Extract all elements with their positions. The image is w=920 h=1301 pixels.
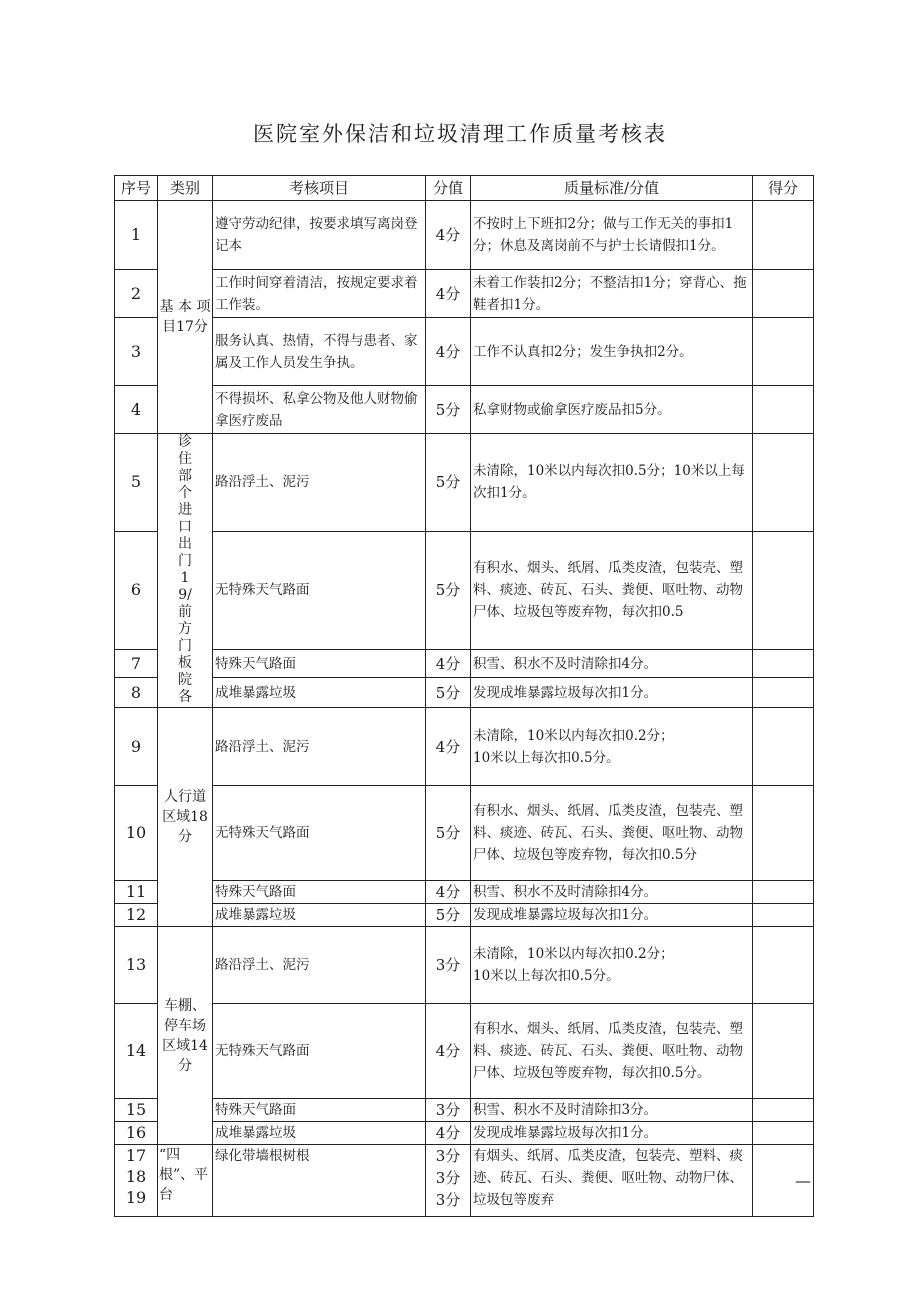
table-row	[115, 678, 814, 708]
row-item: 成堆暴露垃圾	[213, 1122, 426, 1145]
row-item: 不得损坏、私拿公物及他人财物偷拿医疗废品	[213, 386, 426, 434]
table-row	[115, 1122, 814, 1145]
row-no: 6	[115, 531, 158, 649]
row-score: 5分	[426, 904, 471, 927]
table-row	[115, 927, 814, 1004]
row-item: 成堆暴露垃圾	[213, 678, 426, 708]
row-no: 15	[115, 1099, 158, 1122]
row-standard: 有积水、烟头、纸屑、瓜类皮渣，包装壳、塑料、痰迹、砖瓦、石头、粪便、呕吐物、动物尸体、垃圾包等废弃物，每次扣0.5分。	[471, 1004, 753, 1099]
table-row	[115, 1004, 814, 1099]
header-score: 分值	[426, 176, 471, 201]
page-title: 医院室外保洁和垃圾清理工作质量考核表	[253, 122, 667, 146]
row-no: 12	[115, 904, 158, 927]
row-standard: 工作不认真扣2分；发生争执扣2分。	[471, 318, 753, 386]
row-got: —	[753, 1145, 814, 1217]
table-row	[115, 318, 814, 386]
table-row	[115, 531, 814, 649]
row-score: 4分	[426, 1122, 471, 1145]
row-no: 14	[115, 1004, 158, 1099]
header-item: 考核项目	[213, 176, 426, 201]
row-score: 5分	[426, 786, 471, 881]
row-standard: 有烟头、纸屑、瓜类皮渣，包装壳、塑料、痰迹、砖瓦、石头、粪便、呕吐物、动物尸体、垃圾包等废弃	[471, 1145, 753, 1217]
row-item: 路沿浮土、泥污	[213, 434, 426, 532]
row-standard: 积雪、积水不及时清除扣3分。	[471, 1099, 753, 1122]
row-standard: 发现成堆暴露垃圾每次扣1分。	[471, 1122, 753, 1145]
row-got	[753, 904, 814, 927]
row-score: 4分	[426, 708, 471, 786]
row-no: 2	[115, 270, 158, 318]
row-no: 4	[115, 386, 158, 434]
row-got	[753, 1004, 814, 1099]
row-got	[753, 1122, 814, 1145]
row-got	[753, 708, 814, 786]
row-standard: 积雪、积水不及时清除扣4分。	[471, 881, 753, 904]
table-row	[115, 1145, 814, 1217]
row-no: 11	[115, 881, 158, 904]
row-score: 4分	[426, 270, 471, 318]
row-score: 3分	[426, 1099, 471, 1122]
row-score: 5分	[426, 531, 471, 649]
category-sidewalk: 人行道区域18分	[158, 708, 213, 927]
row-no: 1	[115, 201, 158, 270]
row-no: 7	[115, 649, 158, 677]
row-score: 5分	[426, 678, 471, 708]
row-standard: 未清除，10米以内每次扣0.2分； 10米以上每次扣0.5分。	[471, 708, 753, 786]
row-no: 17 18 19	[115, 1145, 158, 1217]
assessment-table	[114, 175, 814, 1217]
row-score: 3分	[426, 927, 471, 1004]
header-category: 类别	[158, 176, 213, 201]
row-score: 5分	[426, 434, 471, 532]
row-score: 4分	[426, 881, 471, 904]
row-no: 9	[115, 708, 158, 786]
table-header-row	[115, 176, 814, 201]
row-standard: 私拿财物或偷拿医疗废品扣5分。	[471, 386, 753, 434]
row-score: 4分	[426, 649, 471, 677]
row-item: 服务认真、热情，不得与患者、家属及工作人员发生争执。	[213, 318, 426, 386]
row-item: 特殊天气路面	[213, 649, 426, 677]
row-no: 8	[115, 678, 158, 708]
table-row	[115, 708, 814, 786]
row-no: 5	[115, 434, 158, 532]
table-row	[115, 649, 814, 677]
table-row	[115, 434, 814, 532]
row-got	[753, 649, 814, 677]
row-got	[753, 927, 814, 1004]
table-row	[115, 881, 814, 904]
row-no: 13	[115, 927, 158, 1004]
row-item: 特殊天气路面	[213, 1099, 426, 1122]
row-got	[753, 201, 814, 270]
row-no: 16	[115, 1122, 158, 1145]
header-got: 得分	[753, 176, 814, 201]
row-item: 工作时间穿着清洁，按规定要求着工作装。	[213, 270, 426, 318]
row-item: 无特殊天气路面	[213, 786, 426, 881]
row-score: 3分 3分 3分	[426, 1145, 471, 1217]
header-no: 序号	[115, 176, 158, 201]
row-standard: 有积水、烟头、纸屑、瓜类皮渣，包装壳、塑料、痰迹、砖瓦、石头、粪便、呕吐物、动物尸体、垃圾包等废弃物，每次扣0.5分	[471, 786, 753, 881]
category-parking: 车棚、停车场区域14分	[158, 927, 213, 1145]
table-row	[115, 270, 814, 318]
table-row	[115, 386, 814, 434]
row-item: 特殊天气路面	[213, 881, 426, 904]
row-got	[753, 1099, 814, 1122]
row-item: 路沿浮土、泥污	[213, 927, 426, 1004]
row-item: 绿化带墙根树根	[213, 1145, 426, 1217]
row-standard: 未着工作装扣2分；不整洁扣1分；穿背心、拖鞋者扣1分。	[471, 270, 753, 318]
category-green: “四根”、平台	[158, 1145, 213, 1217]
row-standard: 未清除，10米以内每次扣0.2分； 10米以上每次扣0.5分。	[471, 927, 753, 1004]
category-clinic-text: 诊住部个进口出门19/前方门板院各	[178, 434, 192, 705]
row-item: 遵守劳动纪律，按要求填写离岗登记本	[213, 201, 426, 270]
row-score: 5分	[426, 386, 471, 434]
table-row	[115, 201, 814, 270]
row-standard: 积雪、积水不及时清除扣4分。	[471, 649, 753, 677]
category-clinic	[158, 434, 213, 708]
row-standard: 发现成堆暴露垃圾每次扣1分。	[471, 904, 753, 927]
table-row	[115, 904, 814, 927]
row-item: 无特殊天气路面	[213, 1004, 426, 1099]
row-item: 成堆暴露垃圾	[213, 904, 426, 927]
row-got	[753, 434, 814, 532]
category-basic: 基 本 项 目17分	[158, 201, 213, 434]
table-row	[115, 1099, 814, 1122]
row-got	[753, 386, 814, 434]
row-got	[753, 678, 814, 708]
row-got	[753, 318, 814, 386]
row-no: 10	[115, 786, 158, 881]
row-no: 3	[115, 318, 158, 386]
row-standard: 不按时上下班扣2分；做与工作无关的事扣1分；休息及离岗前不与护士长请假扣1分。	[471, 201, 753, 270]
row-got	[753, 881, 814, 904]
table-row	[115, 786, 814, 881]
row-standard: 有积水、烟头、纸屑、瓜类皮渣，包装壳、塑料、痰迹、砖瓦、石头、粪便、呕吐物、动物尸体、垃圾包等废弃物，每次扣0.5	[471, 531, 753, 649]
row-score: 4分	[426, 1004, 471, 1099]
row-got	[753, 531, 814, 649]
row-score: 4分	[426, 201, 471, 270]
row-standard: 未清除，10米以内每次扣0.5分；10米以上每次扣1分。	[471, 434, 753, 532]
row-item: 无特殊天气路面	[213, 531, 426, 649]
row-standard: 发现成堆暴露垃圾每次扣1分。	[471, 678, 753, 708]
row-score: 4分	[426, 318, 471, 386]
row-item: 路沿浮土、泥污	[213, 708, 426, 786]
row-got	[753, 270, 814, 318]
header-standard: 质量标准/分值	[471, 176, 753, 201]
row-got	[753, 786, 814, 881]
